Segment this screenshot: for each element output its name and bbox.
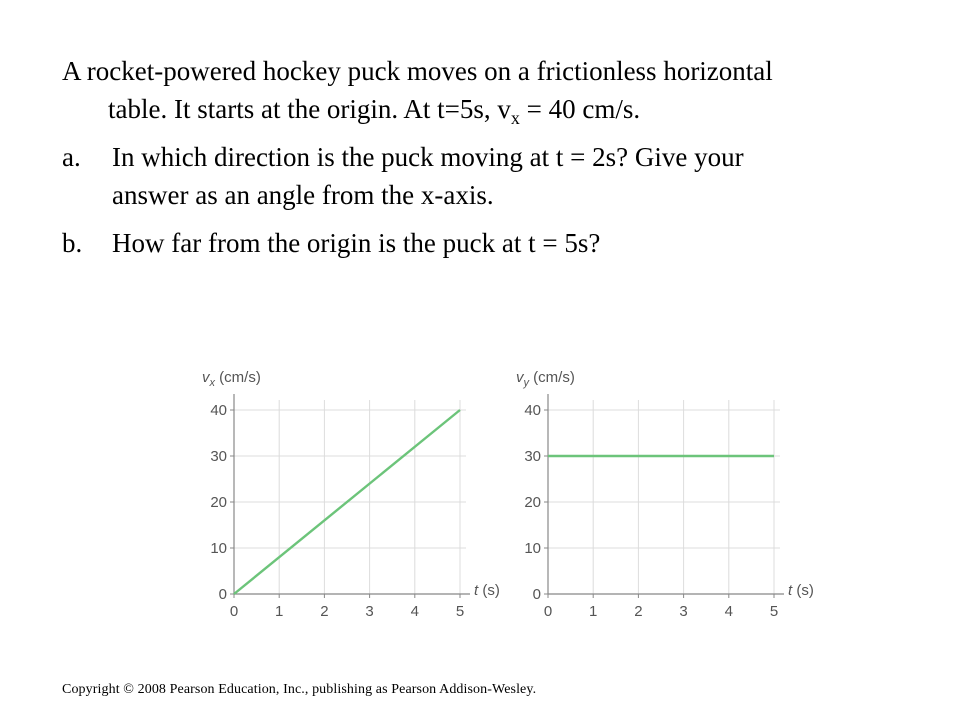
- vx-xtick-label-5: 5: [455, 603, 465, 620]
- problem-statement: [62, 52, 922, 262]
- vy-xlabel: t (s): [788, 582, 814, 599]
- copyright-notice: Copyright © 2008 Pearson Education, Inc., publishing as Pearson Addison-Wesley.: [62, 682, 537, 697]
- vy-ytick-label-10: 10: [524, 540, 541, 557]
- intro-line-2: table. It starts at the origin. At t=5s, $v_x = 40$ cm/s.: [108, 94, 641, 128]
- vy-vs-t-graph: [510, 358, 840, 628]
- vx-ytick-label-10: 10: [210, 540, 227, 557]
- vx-xtick-label-1: 1: [275, 603, 284, 620]
- vx-xlabel: t (s): [474, 582, 500, 599]
- question-b-marker: b.: [62, 228, 83, 258]
- vx-svg: [196, 358, 526, 628]
- vx-xtick-label-4: 4: [410, 603, 419, 620]
- vy-xtick-label-5: 5: [769, 603, 779, 620]
- vy-xtick-label-0: 0: [543, 603, 553, 620]
- vx-subscript: x: [510, 108, 520, 128]
- vy-xtick-label-3: 3: [679, 603, 688, 620]
- question-b: [62, 224, 922, 262]
- vx-ytick-label-30: 30: [210, 448, 227, 465]
- vx-vs-t-graph: [196, 358, 526, 628]
- vy-svg: [510, 358, 840, 628]
- vy-xtick-label-4: 4: [724, 603, 733, 620]
- vx-xtick-label-3: 3: [365, 603, 374, 620]
- vy-ytick-label-30: 30: [524, 448, 541, 465]
- vy-ytick-label-20: 20: [524, 494, 541, 511]
- vx-xtick-label-0: 0: [229, 603, 239, 620]
- vx-ytick-label-40: 40: [210, 402, 227, 419]
- vx-ytick-label-20: 20: [210, 494, 227, 511]
- vy-xtick-label-2: 2: [634, 603, 643, 620]
- vy-ytick-label-0: 0: [532, 586, 541, 603]
- problem-intro: [62, 52, 922, 128]
- question-a-text: In which direction is the puck moving at t = 2s? Give your answer as an angle from the x-axis.: [112, 142, 744, 210]
- question-b-text: How far from the origin is the puck at t = 5s?: [112, 228, 601, 258]
- question-a: [62, 138, 922, 214]
- intro-line-1: A rocket-powered hockey puck moves on a frictionless horizontal: [62, 56, 773, 86]
- vy-xtick-label-1: 1: [589, 603, 598, 620]
- vy-ytick-label-40: 40: [524, 402, 541, 419]
- vx-ytick-label-0: 0: [218, 586, 227, 603]
- vy-grid: [548, 400, 780, 594]
- vy-ylabel: $v_y$ (cm/s): [516, 369, 575, 389]
- question-a-marker: a.: [62, 142, 81, 172]
- vx-xtick-label-2: 2: [320, 603, 329, 620]
- vx-ylabel: $v_x$ (cm/s): [202, 369, 261, 389]
